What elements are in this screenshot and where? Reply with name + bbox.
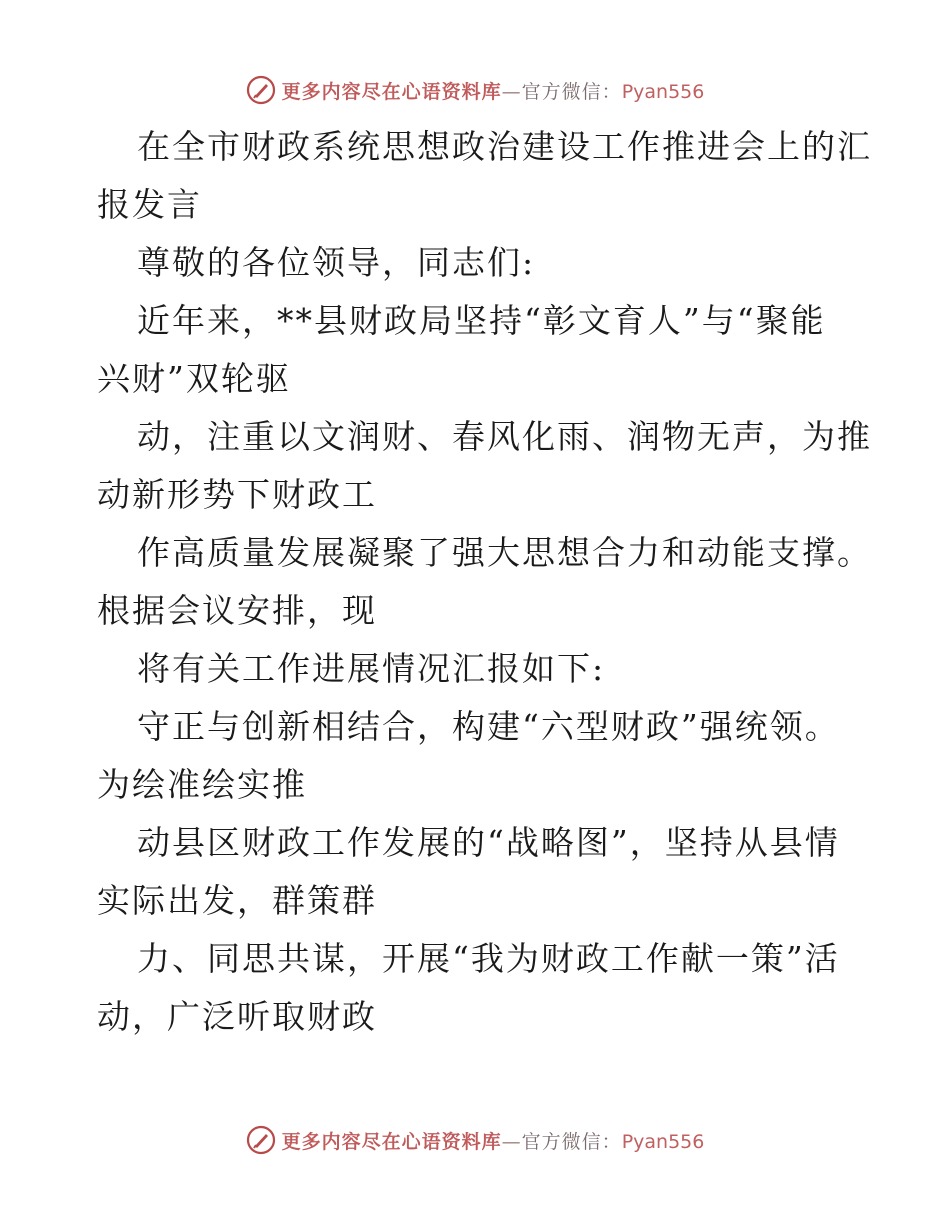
text-line: 作高质量发展凝聚了强大思想合力和动能支撑。	[137, 533, 872, 572]
watermark-handle: Pyan556	[621, 80, 705, 103]
text-line: 实际出发，群策群	[97, 881, 377, 920]
title-line-1: 在全市财政系统思想政治建设工作推进会上的汇	[137, 127, 872, 166]
watermark-text	[282, 77, 705, 104]
watermark-text	[282, 1127, 705, 1154]
quill-logo-icon	[246, 1125, 276, 1155]
text-line: 动新形势下财政工	[97, 475, 377, 514]
watermark-site: 更多内容尽在心语资料库	[281, 1130, 502, 1153]
footer-watermark	[0, 1120, 950, 1160]
text-line: 动县区财政工作发展的“战略图”，坚持从县情	[137, 823, 840, 862]
title-line-2: 报发言	[97, 185, 202, 224]
watermark-label: 官方微信：	[521, 1130, 622, 1153]
salutation: 尊敬的各位领导，同志们:	[137, 243, 536, 282]
watermark-handle: Pyan556	[621, 1130, 705, 1153]
text-line: 守正与创新相结合，构建“六型财政”强统领。	[137, 707, 840, 746]
watermark-dash: —	[501, 1130, 522, 1153]
text-line: 动，广泛听取财政	[97, 997, 377, 1036]
header-watermark	[0, 70, 950, 110]
text-line: 为绘准绘实推	[97, 765, 307, 804]
text-line: 将有关工作进展情况汇报如下:	[137, 649, 606, 688]
document-body	[97, 118, 872, 1046]
text-line: 近年来，**县财政局坚持“彰文育人”与“聚能	[137, 301, 826, 340]
watermark-site: 更多内容尽在心语资料库	[281, 80, 502, 103]
watermark-dash: —	[501, 80, 522, 103]
quill-logo-icon	[246, 75, 276, 105]
text-line: 兴财”双轮驱	[97, 359, 291, 398]
text-line: 根据会议安排，现	[97, 591, 377, 630]
text-line: 力、同思共谋，开展“我为财政工作献一策”活	[137, 939, 840, 978]
watermark-label: 官方微信：	[521, 80, 622, 103]
text-line: 动，注重以文润财、春风化雨、润物无声，为推	[137, 417, 872, 456]
